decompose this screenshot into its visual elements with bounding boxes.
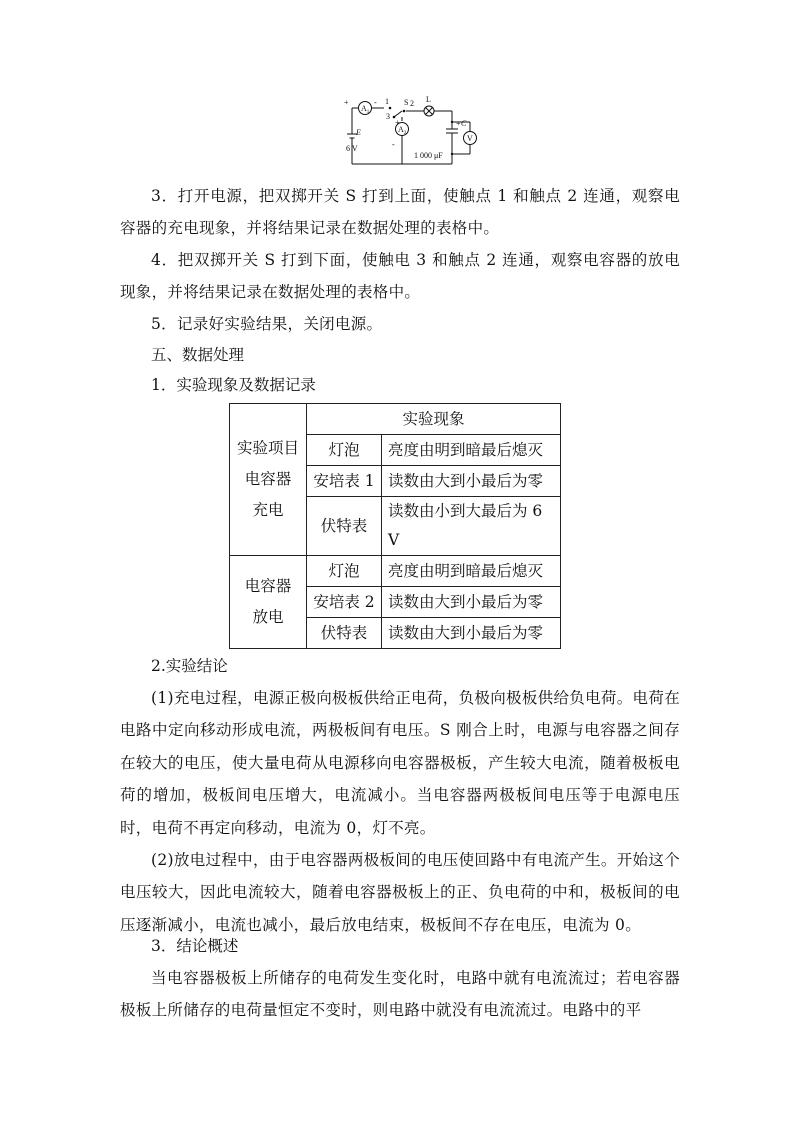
ammeter-2-label: $A_2$ bbox=[398, 125, 407, 136]
discharge-group-line1: 电容器 bbox=[244, 577, 292, 595]
table-row-item: 灯泡 bbox=[307, 435, 382, 466]
discharge-group-cell bbox=[230, 556, 307, 649]
experiment-table bbox=[229, 403, 561, 649]
subsection-1-title: 1．实验现象及数据记录 bbox=[151, 376, 316, 394]
summary-title: 3．结论概述 bbox=[151, 937, 239, 955]
conclusion-paragraph-1: (1)充电过程，电源正极向极板供给正电荷，负极向极板供给负电荷。电荷在电路中定向移动形成电流，两极板间有电压。S 刚合上时，电源与电容器之间存在较大的电压，使大量电荷从电源移向电容器极板，产生较大电流，随着极板电荷的增加，极板间电压增大，电流减小。当电容器两极板间电压等于电源电压时，电荷不再定向移动，电流为 0，灯不亮。 bbox=[120, 689, 680, 837]
capacitor-c-label: C bbox=[461, 119, 467, 128]
a2-minus-label: - bbox=[392, 140, 395, 149]
table-row-item: 安培表 1 bbox=[307, 466, 382, 497]
charge-group-line2: 充电 bbox=[252, 501, 284, 519]
charge-group-line1: 电容器 bbox=[244, 470, 292, 488]
table-row-item: 伏特表 bbox=[307, 497, 382, 556]
table-row-item: 灯泡 bbox=[307, 556, 382, 587]
table-row-result: 读数由小到大最后为 6 V bbox=[382, 497, 561, 556]
section-5-title: 五、数据处理 bbox=[151, 346, 245, 364]
battery-voltage-label: 6 V bbox=[346, 144, 358, 153]
lamp-label: L bbox=[426, 96, 431, 104]
circuit-diagram bbox=[340, 96, 490, 170]
charge-group-cell bbox=[230, 404, 307, 556]
discharge-group-line2: 放电 bbox=[252, 608, 284, 626]
step-3-text: 3．打开电源，把双掷开关 S 打到上面，使触点 1 和触点 2 连通，观察电容器的充电现象，并将结果记录在数据处理的表格中。 bbox=[120, 187, 680, 238]
table-row-result: 亮度由明到暗最后熄灭 bbox=[382, 556, 561, 587]
table-row-result: 读数由大到小最后为零 bbox=[382, 587, 561, 618]
circuit-plus-top: + bbox=[344, 98, 349, 107]
summary-paragraph: 当电容器极板上所储存的电荷发生变化时，电路中就有电流流过；若电容器极板上所储存的电荷量恒定不变时，则电路中就没有电流流过。电路中的平 bbox=[120, 969, 680, 1020]
contact-1-label: 1 bbox=[385, 97, 389, 106]
table-row-result: 亮度由明到暗最后熄灭 bbox=[382, 435, 561, 466]
step-5-text: 5．记录好实验结果，关闭电源。 bbox=[151, 315, 383, 333]
table-row-item: 伏特表 bbox=[307, 618, 382, 649]
contact-2-label: 2 bbox=[410, 99, 414, 108]
table-row-item: 安培表 2 bbox=[307, 587, 382, 618]
battery-e-label: E bbox=[356, 128, 361, 137]
table-row-result: 读数由大到小最后为零 bbox=[382, 618, 561, 649]
switch-s-label: S bbox=[404, 98, 409, 107]
conclusion-paragraph-2: (2)放电过程中，由于电容器两极板间的电压使回路中有电流产生。开始这个电压较大，因此电流较大，随着电容器极板上的正、负电荷的中和，极板间的电压逐渐减小，电流也减小，最后放电结束，极板间不存在电压，电流为 0。 bbox=[120, 851, 680, 934]
conclusion-title: 2.实验结论 bbox=[151, 657, 228, 675]
voltmeter-label: V bbox=[467, 134, 473, 143]
ammeter-1-label: $A_1$ bbox=[361, 104, 370, 115]
step-4-text: 4．把双掷开关 S 打到下面，使触电 3 和触点 2 连通，观察电容器的放电现象，并将结果记录在数据处理的表格中。 bbox=[120, 251, 680, 302]
contact-3-label: 3 bbox=[386, 112, 390, 121]
capacitor-plus-label: + bbox=[456, 119, 461, 128]
project-header: 实验项目 bbox=[236, 439, 299, 457]
circuit-minus-top: - bbox=[374, 98, 377, 107]
capacitance-label: 1 000 μF bbox=[414, 151, 443, 160]
phenomenon-header: 实验现象 bbox=[307, 404, 561, 435]
a2-plus-label: + bbox=[395, 118, 400, 127]
table-row-result: 读数由大到小最后为零 bbox=[382, 466, 561, 497]
